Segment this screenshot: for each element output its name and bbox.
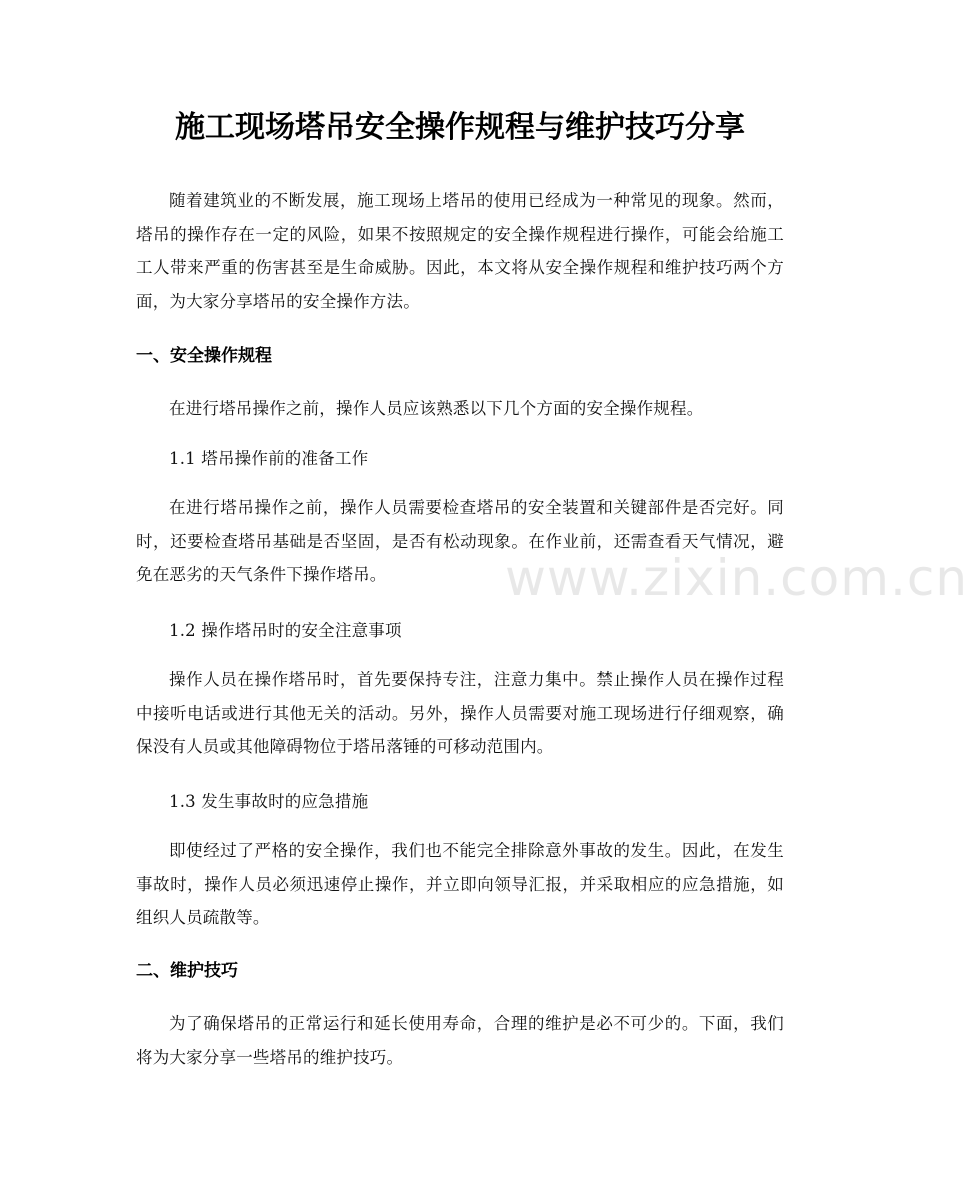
subsection-text-preparation: 在进行塔吊操作之前，操作人员需要检查塔吊的安全装置和关键部件是否完好。同时，还要检查塔吊基础是否坚固，是否有松动现象。在作业前，还需查看天气情况，避免在恶劣的天气条件下操作塔吊。 [136,498,784,584]
section2-intro-paragraph: 为了确保塔吊的正常运行和延长使用寿命，合理的维护是必不可少的。下面，我们将为大家分享一些塔吊的维护技巧。 [136,1014,784,1067]
subsection-title-preparation: 1.1 塔吊操作前的准备工作 [169,449,369,468]
subsection-text-operation: 操作人员在操作塔吊时，首先要保持专注，注意力集中。禁止操作人员在操作过程中接听电话或进行其他无关的活动。另外，操作人员需要对施工现场进行仔细观察，确保没有人员或其他障碍物位于塔吊落锤的可移动范围内。 [136,670,784,756]
section1-intro-paragraph: 在进行塔吊操作之前，操作人员应该熟悉以下几个方面的安全操作规程。 [169,399,704,418]
subsection-text-emergency: 即使经过了严格的安全操作，我们也不能完全排除意外事故的发生。因此，在发生事故时，操作人员必须迅速停止操作，并立即向领导汇报，并采取相应的应急措施，如组织人员疏散等。 [136,841,784,927]
intro-paragraph: 随着建筑业的不断发展，施工现场上塔吊的使用已经成为一种常见的现象。然而，塔吊的操作存在一定的风险，如果不按照规定的安全操作规程进行操作，可能会给施工工人带来严重的伤害甚至是生命威胁。因此，本文将从安全操作规程和维护技巧两个方面，为大家分享塔吊的安全操作方法。 [136,191,784,311]
subsection-title-emergency: 1.3 发生事故时的应急措施 [169,792,369,811]
watermark-text: www.zixin.com.cn [505,549,968,607]
subsection-title-operation: 1.2 操作塔吊时的安全注意事项 [169,621,402,640]
document-title: 施工现场塔吊安全操作规程与维护技巧分享 [175,110,745,145]
section-heading-safety: 一、安全操作规程 [136,346,272,366]
section-heading-maintenance: 二、维护技巧 [136,961,238,981]
